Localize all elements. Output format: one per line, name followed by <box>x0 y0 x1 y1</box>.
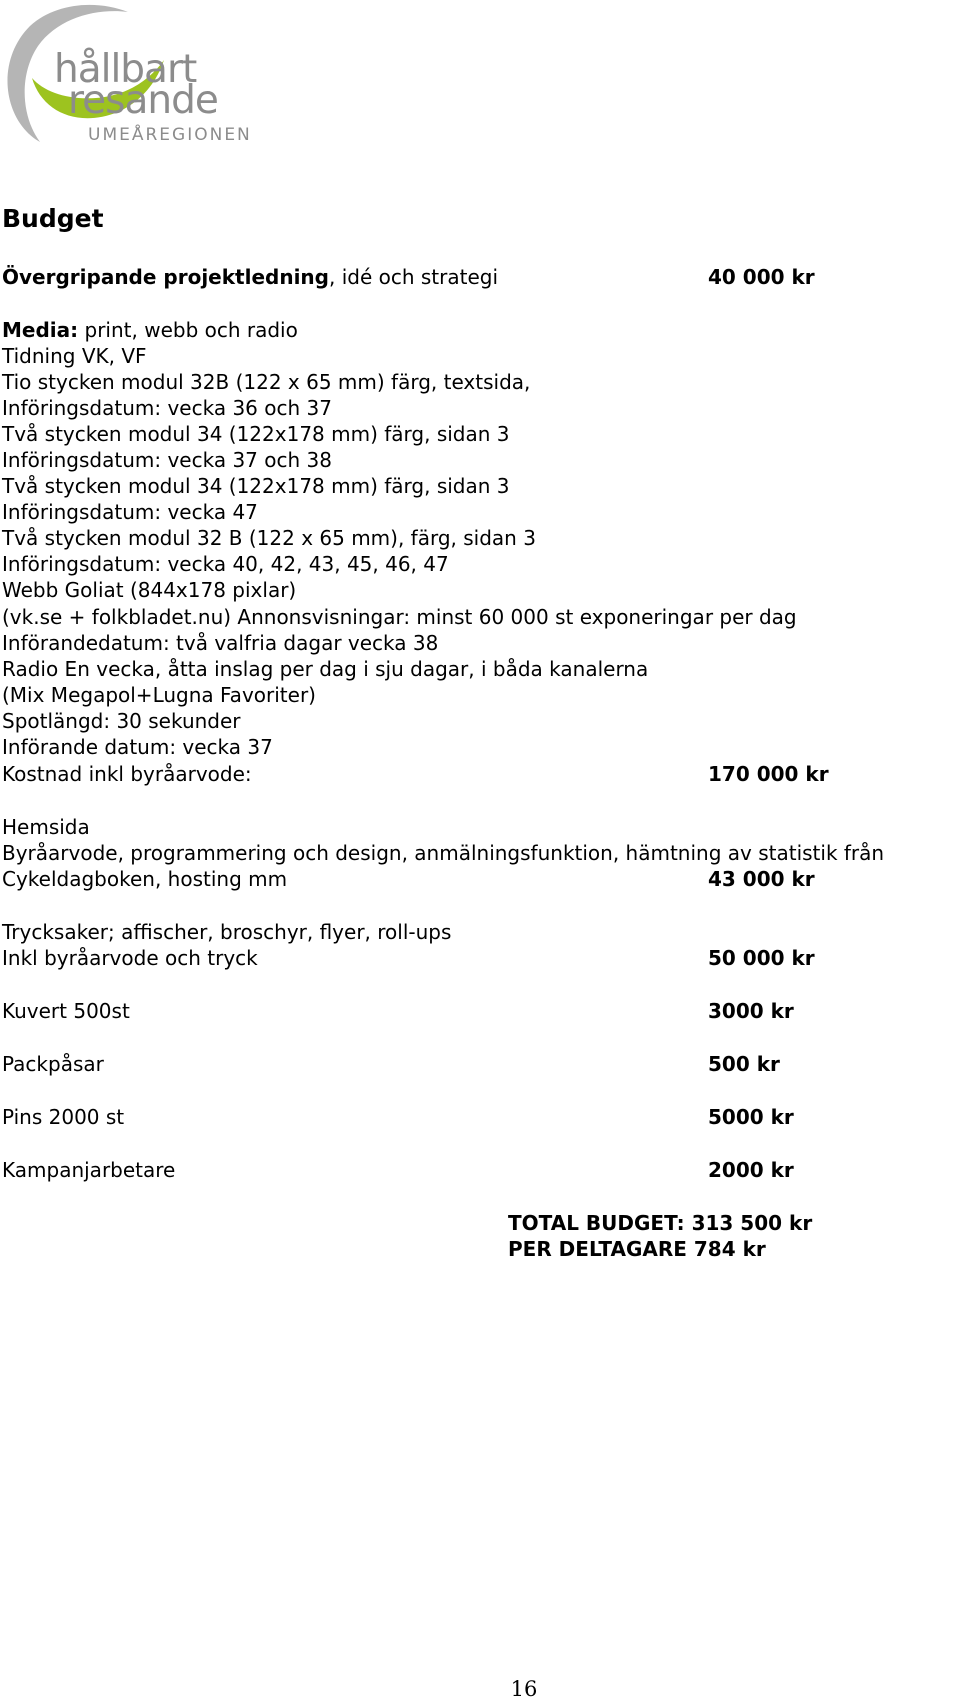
media-line: Tidning VK, VF <box>2 344 147 368</box>
print-line: Trycksaker; affischer, broschyr, flyer, roll-ups <box>2 920 452 944</box>
per-participant: PER DELTAGARE 784 kr <box>508 1237 766 1261</box>
media-line: Införande datum: vecka 37 <box>2 735 273 759</box>
media-line: Radio En vecka, åtta inslag per dag i sju dagar, i båda kanalerna <box>2 657 649 681</box>
item-label: Kampanjarbetare <box>2 1158 176 1182</box>
media-cost-label: Kostnad inkl byråarvode: <box>2 762 252 786</box>
website-line: Cykeldagboken, hosting mm <box>2 867 288 891</box>
media-rest: print, webb och radio <box>78 318 298 342</box>
media-line: Två stycken modul 34 (122x178 mm) färg, sidan 3 <box>2 422 510 446</box>
media-line: Införingsdatum: vecka 37 och 38 <box>2 448 332 472</box>
website-amount: 43 000 kr <box>708 867 815 891</box>
project-mgmt-rest: , idé och strategi <box>328 265 499 289</box>
project-mgmt-label <box>2 264 498 290</box>
logo-text-umearegionen: UMEÅREGIONEN <box>88 125 252 145</box>
website-title: Hemsida <box>2 815 90 839</box>
project-mgmt-bold: Övergripande projektledning <box>2 265 329 289</box>
print-amount: 50 000 kr <box>708 946 815 970</box>
media-heading <box>2 317 298 343</box>
media-line: Införandedatum: två valfria dagar vecka 38 <box>2 631 439 655</box>
hallbart-resande-logo <box>0 0 282 150</box>
media-line: Tio stycken modul 32B (122 x 65 mm) färg, textsida, <box>2 370 531 394</box>
total-budget: TOTAL BUDGET: 313 500 kr <box>508 1211 813 1235</box>
media-line: Införingsdatum: vecka 40, 42, 43, 45, 46, 47 <box>2 552 449 576</box>
item-amount: 5000 kr <box>708 1105 794 1129</box>
website-line: Byråarvode, programmering och design, anmälningsfunktion, hämtning av statistik från <box>2 841 885 865</box>
media-line: Spotlängd: 30 sekunder <box>2 709 241 733</box>
item-label: Pins 2000 st <box>2 1105 125 1129</box>
media-line: Två stycken modul 32 B (122 x 65 mm), färg, sidan 3 <box>2 526 536 550</box>
media-line: (Mix Megapol+Lugna Favoriter) <box>2 683 316 707</box>
print-line: Inkl byråarvode och tryck <box>2 946 258 970</box>
item-label: Packpåsar <box>2 1052 104 1076</box>
item-amount: 2000 kr <box>708 1158 794 1182</box>
item-amount: 500 kr <box>708 1052 780 1076</box>
media-bold: Media: <box>2 318 79 342</box>
logo-text-resande: resande <box>68 78 218 123</box>
media-line: (vk.se + folkbladet.nu) Annonsvisningar: minst 60 000 st exponeringar per dag <box>2 605 797 629</box>
item-amount: 3000 kr <box>708 999 794 1023</box>
media-line: Införingsdatum: vecka 36 och 37 <box>2 396 332 420</box>
media-line: Webb Goliat (844x178 pixlar) <box>2 578 297 602</box>
item-label: Kuvert 500st <box>2 999 130 1023</box>
page-number: 16 <box>510 1677 538 1701</box>
page-title: Budget <box>2 204 104 233</box>
media-line: Två stycken modul 34 (122x178 mm) färg, sidan 3 <box>2 474 510 498</box>
media-line: Införingsdatum: vecka 47 <box>2 500 258 524</box>
project-mgmt-amount: 40 000 kr <box>708 265 815 289</box>
media-amount: 170 000 kr <box>708 762 829 786</box>
logo-text-hallbart: hållbart <box>54 47 197 92</box>
